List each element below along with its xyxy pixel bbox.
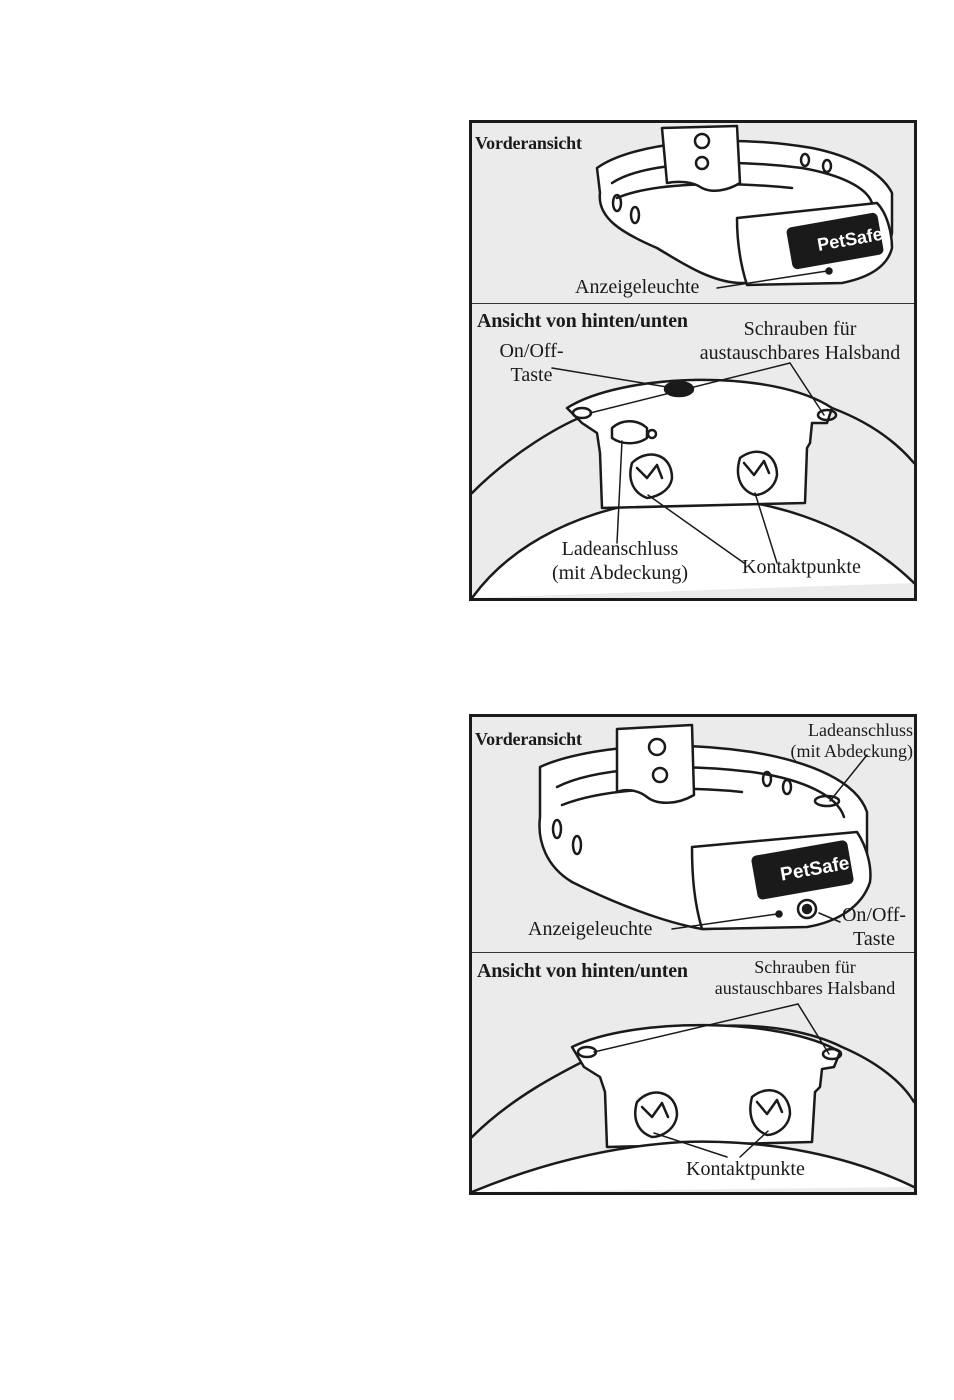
receiver-back — [567, 380, 832, 508]
indicator-light-label: Anzeigeleuchte — [528, 918, 653, 940]
back-view-heading: Ansicht von hinten/unten — [477, 960, 688, 982]
on-off-button-label-line2: Taste — [853, 928, 895, 950]
charging-port-label — [757, 720, 913, 762]
screws-label-line1: Schrauben für — [754, 957, 856, 977]
on-off-button-label-line1: On/Off- — [841, 904, 907, 926]
on-off-button-label — [834, 903, 914, 951]
view-divider — [472, 303, 914, 304]
collar-illustration-bottom — [472, 717, 914, 1192]
buckle — [662, 126, 740, 191]
on-off-button-label-line2: Taste — [510, 364, 553, 386]
charging-port-label-line2: (mit Abdeckung) — [551, 562, 689, 584]
back-view-heading: Ansicht von hinten/unten — [477, 310, 688, 332]
collar-diagram-bottom — [469, 714, 917, 1195]
front-view-heading: Vorderansicht — [475, 133, 582, 153]
screws-label — [698, 957, 912, 999]
indicator-light-label: Anzeigeleuchte — [575, 276, 700, 298]
contact-points-label: Kontaktpunkte — [742, 556, 861, 578]
charging-port-label — [540, 537, 700, 585]
on-off-button-label-line1: On/Off- — [499, 340, 564, 362]
charging-port-label-line1: Ladeanschluss — [561, 538, 679, 560]
view-divider — [472, 952, 914, 953]
charging-port-label-line1: Ladeanschluss — [808, 720, 913, 740]
receiver-back — [572, 1025, 840, 1147]
screws-label-line2: austauschbares Halsband — [714, 978, 896, 998]
brand-logo: PetSafe — [815, 223, 885, 255]
screws-label-line1: Schrauben für — [743, 318, 857, 340]
screws-label-line2: austauschbares Halsband — [699, 342, 901, 364]
screws-label — [684, 317, 916, 365]
front-view-heading: Vorderansicht — [475, 729, 582, 749]
contact-points-label: Kontaktpunkte — [686, 1158, 805, 1180]
brand-logo: PetSafe — [778, 852, 852, 886]
collar-diagram-top — [469, 120, 917, 601]
charging-port-label-line2: (mit Abdeckung) — [790, 741, 913, 761]
buckle — [617, 725, 694, 803]
on-off-button-label — [494, 339, 569, 387]
